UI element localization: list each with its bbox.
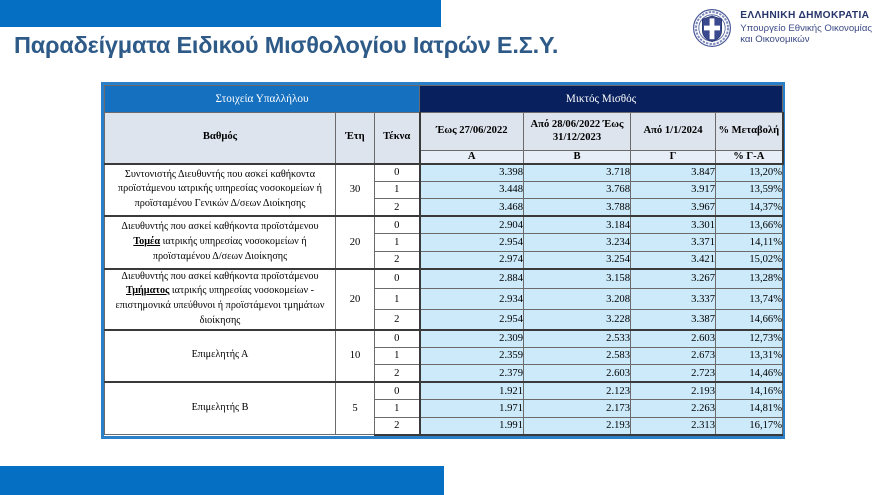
cell-value-c: 3.847 (631, 164, 716, 182)
cell-value-a: 3.398 (420, 164, 524, 182)
grade-emphasis: Τομέα (133, 235, 161, 247)
cell-children: 0 (375, 164, 420, 182)
cell-value-b: 2.193 (524, 417, 631, 435)
cell-change-pct: 13,20% (716, 164, 783, 182)
cell-value-a: 2.954 (420, 309, 524, 329)
cell-value-b: 3.234 (524, 234, 631, 252)
col-header-grade: Βαθμός (105, 113, 336, 164)
logo-line-3: και Οικονομικών (740, 34, 810, 46)
cell-children: 2 (375, 251, 420, 269)
cell-change-pct: 13,74% (716, 289, 783, 309)
cell-value-c: 3.337 (631, 289, 716, 309)
cell-value-b: 3.254 (524, 251, 631, 269)
cell-value-b: 2.123 (524, 382, 631, 400)
logo-line-2: Υπουργείο Εθνικής Οικονομίας (740, 22, 872, 34)
cell-children: 1 (375, 181, 420, 199)
table-row (105, 164, 783, 182)
cell-value-c: 3.267 (631, 269, 716, 289)
cell-value-b: 2.173 (524, 400, 631, 418)
cell-value-b: 2.603 (524, 365, 631, 383)
cell-children: 1 (375, 400, 420, 418)
cell-change-pct: 13,59% (716, 181, 783, 199)
greek-coat-of-arms-icon (692, 8, 732, 48)
cell-change-pct: 15,02% (716, 251, 783, 269)
cell-value-c: 2.313 (631, 417, 716, 435)
letter-pct: % Γ-Α (716, 151, 783, 164)
letter-c: Γ (631, 151, 716, 164)
cell-children: 1 (375, 347, 420, 365)
cell-value-c: 2.603 (631, 330, 716, 348)
grade-emphasis: Τμήματος (125, 285, 170, 297)
cell-value-a: 2.904 (420, 216, 524, 234)
cell-value-a: 1.921 (420, 382, 524, 400)
cell-value-b: 3.718 (524, 164, 631, 182)
cell-children: 0 (375, 330, 420, 348)
cell-children: 1 (375, 234, 420, 252)
col-header-change-pct: % Μεταβολή (716, 113, 783, 151)
table-head (105, 86, 783, 164)
cell-value-b: 3.184 (524, 216, 631, 234)
cell-grade: Διευθυντής που ασκεί καθήκοντα προϊστάμενου Τμήματος ιατρικής υπηρεσίας νοσοκομείων - επιστημονικά υπεύθυνοι ή προϊστάμενοι τμημάτων διοίκησης (105, 269, 336, 330)
cell-change-pct: 16,17% (716, 417, 783, 435)
cell-grade: Επιμελητής Α (105, 330, 336, 383)
cell-value-c: 3.301 (631, 216, 716, 234)
bottom-accent-bar (0, 466, 444, 495)
cell-value-b: 3.158 (524, 269, 631, 289)
cell-years: 20 (336, 269, 375, 330)
cell-change-pct: 14,16% (716, 382, 783, 400)
cell-value-c: 3.967 (631, 199, 716, 217)
cell-grade: Διευθυντής που ασκεί καθήκοντα προϊστάμενου Τομέα ιατρικής υπηρεσίας νοσοκομείων ή προϊσταμένου Δ/σεων Διοίκησης (105, 216, 336, 269)
cell-change-pct: 14,46% (716, 365, 783, 383)
cell-value-a: 2.359 (420, 347, 524, 365)
cell-change-pct: 14,81% (716, 400, 783, 418)
cell-value-a: 2.974 (420, 251, 524, 269)
cell-change-pct: 13,28% (716, 269, 783, 289)
cell-years: 10 (336, 330, 375, 383)
cell-value-b: 3.768 (524, 181, 631, 199)
cell-value-c: 2.263 (631, 400, 716, 418)
cell-value-b: 2.533 (524, 330, 631, 348)
cell-grade: Συντονιστής Διευθυντής που ασκεί καθήκοντα προϊστάμενου ιατρικής υπηρεσίας νοσοκομείων ή προϊσταμένου Γενικών Δ/σεων Διοίκησης (105, 164, 336, 217)
cell-value-c: 2.673 (631, 347, 716, 365)
cell-value-a: 2.379 (420, 365, 524, 383)
cell-change-pct: 14,37% (716, 199, 783, 217)
table-row (105, 216, 783, 234)
cell-years: 5 (336, 382, 375, 435)
group-header-gross-salary: Μικτός Μισθός (420, 86, 783, 113)
cell-change-pct: 13,66% (716, 216, 783, 234)
cell-value-c: 3.917 (631, 181, 716, 199)
cell-children: 1 (375, 289, 420, 309)
col-header-period-a: Έως 27/06/2022 (420, 113, 524, 151)
top-accent-bar (0, 0, 441, 27)
cell-years: 20 (336, 216, 375, 269)
cell-value-a: 2.934 (420, 289, 524, 309)
cell-children: 0 (375, 382, 420, 400)
cell-children: 2 (375, 417, 420, 435)
cell-value-a: 3.448 (420, 181, 524, 199)
cell-value-c: 3.371 (631, 234, 716, 252)
cell-value-b: 3.788 (524, 199, 631, 217)
col-header-years: Έτη (336, 113, 375, 164)
cell-children: 2 (375, 199, 420, 217)
cell-value-c: 2.723 (631, 365, 716, 383)
table-row (105, 269, 783, 289)
cell-children: 0 (375, 269, 420, 289)
cell-children: 2 (375, 309, 420, 329)
table-body (105, 164, 783, 435)
cell-value-c: 3.387 (631, 309, 716, 329)
cell-change-pct: 14,11% (716, 234, 783, 252)
cell-value-b: 2.583 (524, 347, 631, 365)
cell-change-pct: 13,31% (716, 347, 783, 365)
group-header-row (105, 86, 783, 113)
col-header-children: Τέκνα (375, 113, 420, 164)
cell-value-a: 3.468 (420, 199, 524, 217)
cell-value-a: 2.954 (420, 234, 524, 252)
logo-line-1: ΕΛΛΗΝΙΚΗ ΔΗΜΟΚΡΑΤΙΑ (740, 10, 870, 22)
col-header-period-b: Από 28/06/2022 Έως 31/12/2023 (524, 113, 631, 151)
cell-value-b: 3.208 (524, 289, 631, 309)
table-row (105, 382, 783, 400)
cell-value-b: 3.228 (524, 309, 631, 329)
cell-value-a: 2.884 (420, 269, 524, 289)
col-header-period-c: Από 1/1/2024 (631, 113, 716, 151)
salary-table (104, 85, 784, 436)
cell-children: 0 (375, 216, 420, 234)
page-title: Παραδείγματα Ειδικού Μισθολογίου Ιατρών Ε.Σ.Υ. (14, 32, 559, 58)
letter-a: Α (420, 151, 524, 164)
cell-children: 2 (375, 365, 420, 383)
cell-value-a: 1.971 (420, 400, 524, 418)
cell-value-a: 2.309 (420, 330, 524, 348)
ministry-logo (692, 8, 872, 48)
letter-b: Β (524, 151, 631, 164)
cell-value-a: 1.991 (420, 417, 524, 435)
salary-table-frame (101, 82, 785, 439)
cell-grade: Επιμελητής Β (105, 382, 336, 435)
cell-change-pct: 12,73% (716, 330, 783, 348)
cell-years: 30 (336, 164, 375, 217)
cell-value-c: 2.193 (631, 382, 716, 400)
column-header-row (105, 113, 783, 151)
cell-change-pct: 14,66% (716, 309, 783, 329)
group-header-employee: Στοιχεία Υπαλλήλου (105, 86, 420, 113)
cell-value-c: 3.421 (631, 251, 716, 269)
table-row (105, 330, 783, 348)
